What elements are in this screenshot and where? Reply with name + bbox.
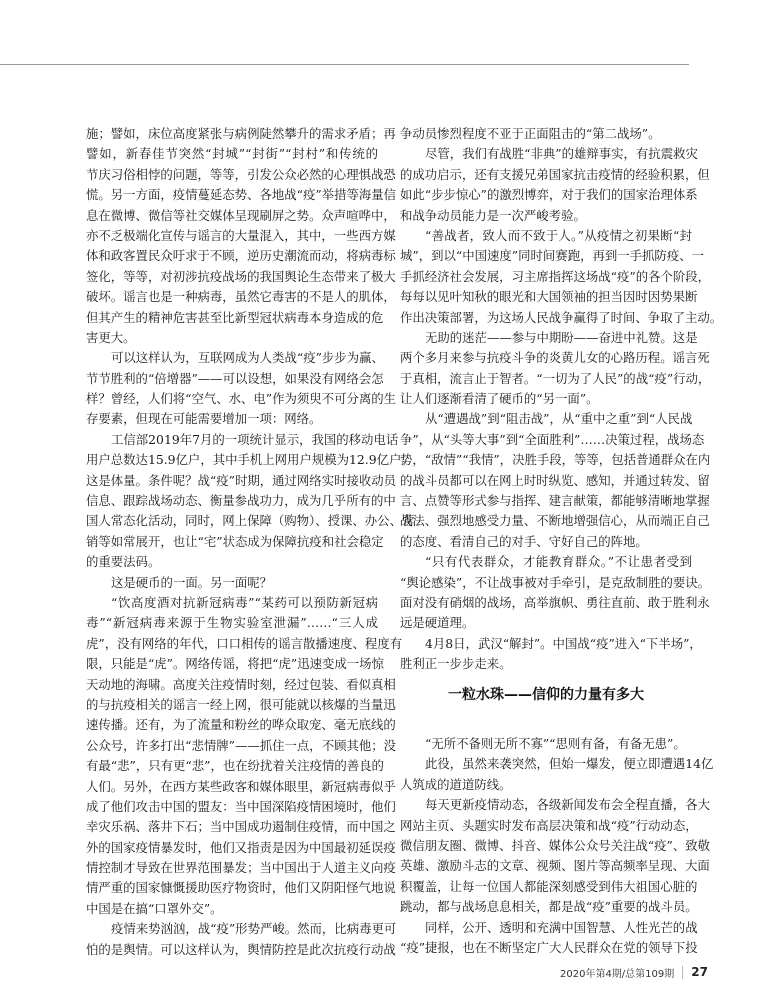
text-line: 体和政客置民众吁求于不顾，逆历史潮流而动，将病毒标	[86, 248, 396, 264]
text-line: 这是体量。条件呢？战“疫”时期，通过网络实时接收动员	[86, 472, 397, 488]
text-line: “饮高度酒对抗新冠病毒”“某药可以预防新冠病	[111, 594, 378, 610]
text-line: 和战争动员能力是一次严峻考验。	[400, 207, 586, 223]
text-line: 的与抗疫相关的谣言一经上网，很可能就以核爆的当量迅	[86, 696, 396, 712]
left-column	[86, 124, 415, 960]
text-line: 积覆盖，让每一位国人都能深刻感受到伟大祖国心脏的	[400, 878, 698, 894]
text-line: 的态度、看清自己的对手、守好自己的阵地。	[400, 533, 648, 549]
text-line: 信息、跟踪战场动态、衡量参战功力，成为几乎所有的中	[86, 493, 396, 509]
text-line: 无助的迷茫——参与中期盼——奋进中礼赞。这是	[425, 329, 698, 345]
text-line: 情严重的国家慷慨援助医疗物资时，他们又阴阳怪气地说	[86, 880, 396, 896]
text-line: 限，只能是“虎”。网络传谣，将把“虎”迅速变成一场惊	[86, 656, 384, 672]
text-line: 破坏。谣言也是一种病毒，虽然它毒害的不是人的肌体，	[86, 289, 396, 305]
text-line: 胜利正一步步走来。	[400, 656, 512, 672]
text-line: 节庆习俗相悖的问题，等等，引发公众必然的心理惧战恐	[86, 166, 396, 182]
text-line: 两个多月来参与抗疫斗争的炎黄儿女的心路历程。谣言死	[400, 350, 710, 366]
text-line: “无所不备则无所不寡”“思则有备，有备无患”。	[425, 736, 686, 751]
text-line: 人筑成的道道防线。	[400, 776, 512, 792]
text-line: 从“遭遇战”到“阻击战”，从“重中之重”到“人民战	[425, 411, 693, 427]
text-line: 势，“敌情”“我情”，决胜手段，等等，包括普通群众在内	[400, 452, 711, 468]
text-line: 有最“悲”，只有更“悲”，也在纷扰着关注疫情的善良的	[86, 758, 384, 774]
text-line: 英雄、激励斗志的文章、视频、图片等高频率呈现、大面	[400, 858, 710, 874]
text-line: 天动地的海啸。高度关注疫情时刻，经过包装、看似真相	[86, 676, 396, 692]
text-line: 公众号，许多打出“悲情牌”——抓住一点，不顾其他；没	[86, 737, 397, 753]
text-line: 此役，虽然来袭突然，但始一爆发，便立即遭遇14亿	[425, 756, 714, 772]
text-line: 城”，到以“中国速度”同时间赛跑，再到一手抓防疫、一	[400, 248, 704, 264]
text-line: 签化，等等，对初涉抗疫战场的我国舆论生态带来了极大	[86, 268, 396, 284]
header-rule	[0, 64, 689, 65]
page-number: 27	[691, 965, 708, 979]
text-line: 争”，从“头等大事”到“全面胜利”……决策过程，战场态	[400, 431, 705, 447]
text-line: 可以这样认为，互联网成为人类战“疫”步步为赢、	[111, 350, 384, 366]
text-line: 样？曾经，人们将“空气、水、电”作为须臾不可分离的生	[86, 391, 397, 407]
text-line: 中国是在搞“口罩外交”。	[86, 900, 223, 916]
text-line: 战法、强烈地感受力量、不断地增强信心，从而端正自己	[400, 513, 710, 529]
text-line: 用户总数达15.9亿户，其中手机上网用户规模为12.9亿户。	[86, 452, 414, 468]
text-line: 每每以见叶知秋的眼光和大国领袖的担当因时因势果断	[400, 289, 698, 305]
text-line: 速传播。还有，为了流量和粉丝的哗众取宠、毫无底线的	[86, 717, 396, 733]
text-line: 的战斗员都可以在网上时时纵览、感知，并通过转发、留	[400, 472, 710, 488]
text-line: 网站主页、头题实时发布高层决策和战“疫”行动动态，	[400, 817, 698, 833]
text-line: “只有代表群众，才能教育群众。”不让患者受到	[425, 554, 692, 570]
text-line: 远是硬道理。	[400, 615, 475, 631]
text-line: 面对没有硝烟的战场，高举旗帜、勇往直前、敢于胜利永	[400, 594, 710, 610]
text-line: 于真相，流言止于智者。“一切为了人民”的战“疫”行动，	[400, 370, 711, 386]
text-line: 尽管，我们有战胜“非典”的雄辩事实，有抗震救灾	[425, 146, 698, 162]
text-line: 慌。另一方面，疫情蔓延态势、各地战“疫”举措等海量信	[86, 187, 397, 203]
text-line: 外的国家疫情暴发时，他们又指责是因为中国最初延误疫	[86, 839, 396, 855]
text-line: 情控制才导致在世界范围暴发；当中国出于人道主义向疫	[86, 860, 396, 876]
text-line: 成了他们攻击中国的盟友：当中国深陷疫情困境时，他们	[86, 798, 396, 814]
text-line: “疫”捷报，也在不断坚定广大人民群众在党的领导下投	[400, 939, 698, 955]
text-line: 跳动，都与战场息息相关，都是战“疫”重要的战斗员。	[400, 899, 698, 915]
text-line: 虎”，没有网络的年代，口口相传的谣言散播速度、程度有	[86, 635, 403, 651]
text-line: 言、点赞等形式参与指挥、建言献策，都能够清晰地掌握	[400, 493, 710, 509]
text-line: 作出决策部署，为这场人民战争赢得了时间、争取了主动。	[400, 309, 723, 325]
footer-divider	[682, 966, 683, 979]
text-line: 微信朋友圈、微博、抖音、媒体公众号关注战“疫”、致敬	[400, 837, 711, 853]
text-line: “舆论感染”，不让战事被对手牵引，是克敌制胜的要诀。	[400, 574, 711, 590]
text-line: 让人们逐渐看清了硬币的“另一面”。	[400, 391, 599, 407]
text-line: 存要素，但现在可能需要增加一项：网络。	[86, 411, 322, 427]
text-line: 争动员惨烈程度不亚于正面阻击的“第二战场”。	[400, 126, 661, 141]
page-footer	[560, 964, 708, 980]
text-line: 节节胜利的“倍增器”——可以设想，如果没有网络会怎	[86, 370, 384, 386]
issue-label: 2020年第4期/总第109期	[560, 968, 675, 980]
text-line: 如此“步步惊心”的激烈博弈，对于我们的国家治理体系	[400, 187, 698, 203]
text-line: 怕的是舆情。可以这样认为，舆情防控是此次抗疫行动战	[86, 941, 396, 957]
text-line: 的成功启示，还有支援兄弟国家抗击疫情的经验积累，但	[400, 166, 710, 182]
text-line: 每天更新疫情动态，各级新闻发布会全程直播，各大	[425, 797, 710, 813]
text-line: 4月8日，武汉“解封”。中国战“疫”进入“下半场”，	[425, 635, 702, 651]
text-line: 施；譬如，床位高度紧张与病例陡然攀升的需求矛盾；再	[86, 126, 396, 141]
text-line: 手抓经济社会发展，习主席指挥这场战“疫”的各个阶段，	[400, 268, 711, 284]
text-line: 这是硬币的一面。另一面呢？	[111, 574, 273, 590]
text-line: 销等如常展开，也让“宅”状态成为保障抗疫和社会稳定	[86, 533, 384, 549]
section-title: 一粒水珠——信仰的力量有多大	[448, 687, 644, 703]
text-line: 害更大。	[86, 329, 136, 345]
text-line: 人们。另外，在西方某些政客和媒体眼里，新冠病毒似乎	[86, 778, 396, 794]
text-line: 国人常态化活动，同时，网上保障（购物）、授课、办公、营	[86, 513, 415, 529]
text-line: 同样，公开、透明和充满中国智慧、人性光芒的战	[425, 919, 698, 935]
text-line: “善战者，致人而不致于人。”从疫情之初果断“封	[425, 227, 692, 243]
text-line: 譬如，新春佳节突然“封城”“封街”“封村”和传统的	[86, 146, 378, 162]
text-line: 的重要法码。	[86, 554, 161, 570]
text-line: 毒”“新冠病毒来源于生物实验室泄漏”……“三人成	[86, 615, 378, 631]
text-line: 幸灾乐祸、落井下石；当中国成功遏制住疫情，而中国之	[86, 819, 396, 835]
text-line: 工信部2019年7月的一项统计显示，我国的移动电话	[111, 431, 399, 447]
right-column-bottom	[400, 734, 714, 958]
text-line: 亦不乏极端化宣传与谣言的大量混入，其中，一些西方媒	[86, 227, 396, 243]
right-column-top	[400, 124, 723, 675]
text-line: 但其产生的精神危害甚至比新型冠状病毒本身造成的危	[86, 309, 384, 325]
text-line: 疫情来势汹汹，战“疫”形势严峻。然而，比病毒更可	[111, 921, 397, 937]
text-line: 息在微博、微信等社交媒体呈现刷屏之势。众声喧哗中，	[86, 207, 396, 223]
